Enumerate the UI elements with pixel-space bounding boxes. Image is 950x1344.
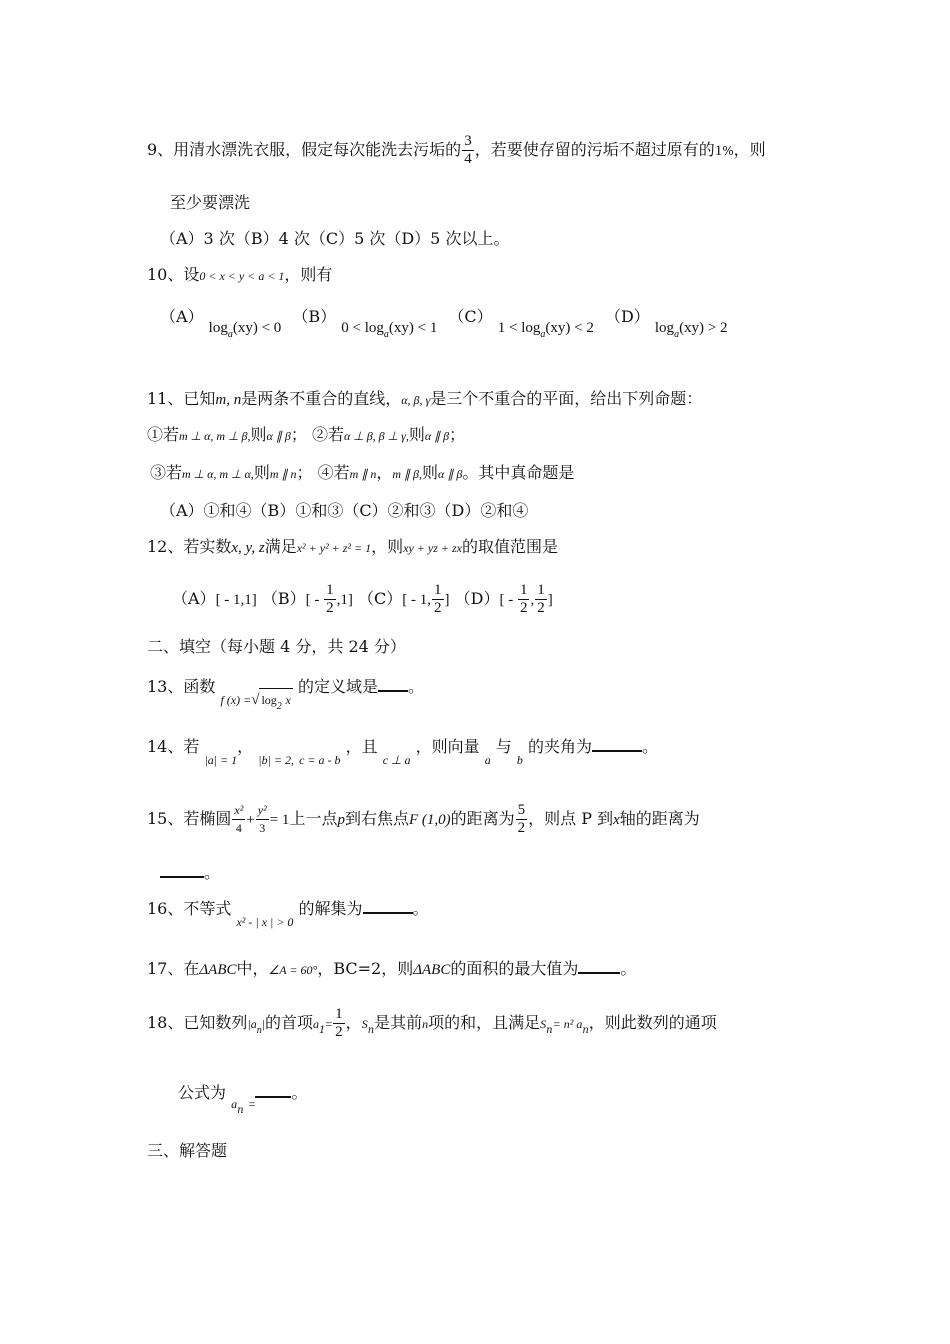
- q16: 16、不等式 $_{x^2 - | x | > 0}$ 的解集为 。: [147, 899, 429, 929]
- q11-stem: 11、已知m, n是两条不重合的直线，α, β, γ是三个不重合的平面，给出下列命题：: [147, 389, 703, 408]
- q14: 14、若 $_{|a| = 1}$， $_{|b| = 2,}$ $_{c = a - b}$ ，且 $_{c \perp a}$ ，则向量 $_a$ 与 $_b$ 的夹角为 。: [147, 737, 659, 767]
- q9-line1: 9、用清水漂洗衣服，假定每次能洗去污垢的 $\frac{3}{4}$ ，若要使存留的污垢不超过原有的1%，则: [147, 133, 766, 167]
- q11-props-12: ①若m ⊥ α, m ⊥ β,则α ∥ β； ②若α ⊥ β, β ⊥ γ,则α ∥ β；: [147, 425, 466, 444]
- q12-options: （A）[ - 1,1] （B）[ - $\frac{1}{2}$ ,1] （C）[ - 1, $\frac{1}{2}$ ] （D）[ - $\frac{1}{2}$ , $\frac{1}{2}$ ]: [172, 582, 553, 616]
- q13: 13、函数 $_{f (x) =}$√ $\log_2 x$ 的定义域是 。: [147, 677, 424, 712]
- q18-line2: 公式为 $a_n$ =。: [178, 1083, 308, 1116]
- section-3-heading: 三、解答题: [147, 1141, 228, 1160]
- q11-options: （A）①和④（B）①和③（C）②和③（D）②和④: [160, 501, 529, 520]
- q11-props-34: ③若m ⊥ α, m ⊥ α,则m ∥ n； ④若m ∥ n，m ∥ β,则α ∥ β。其中真命题是: [150, 463, 575, 482]
- q10-stem: 10、设0 < x < y < a < 1，则有: [147, 265, 333, 284]
- q15-blank: 。: [160, 862, 220, 884]
- q17: 17、在ΔABC中，∠A = 60°，BC=2，则ΔABC的面积的最大值为 。: [147, 959, 637, 978]
- section-2-heading: 二、填空（每小题 4 分，共 24 分）: [147, 637, 406, 656]
- q15: 15、若椭圆 $\frac{\text{x²}}{4}$ + $\frac{\text{y²}}{3}$ = 1上一点p到右焦点F (1,0)的距离为 $\frac{5}{2}$ ，则点 P 到x轴的距离为: [147, 802, 700, 836]
- q9-line2: 至少要漂洗: [170, 193, 251, 212]
- q12-stem: 12、若实数x, y, z满足x² + y² + z² = 1，则xy + yz + zx的取值范围是: [147, 537, 559, 556]
- q18-line1: 18、已知数列$|a_n|$的首项$a_1=$ $\frac{1}{2}$ ，$S_n$是其前n项的和，且满足$S_n= n^2$ $a_n$，则此数列的通项: [147, 1006, 717, 1040]
- q9-options: （A）3 次（B）4 次（C）5 次（D）5 次以上。: [160, 229, 510, 248]
- q9-fraction: $\frac{3}{4}$: [464, 133, 472, 167]
- q10-options: （A） $\log_a(xy) < 0$ （B） $0 < \log_a(xy) < 1$ （C） $1 < \log_a(xy) < 2$ （D） $\log_a(xy) > 2$: [160, 307, 728, 340]
